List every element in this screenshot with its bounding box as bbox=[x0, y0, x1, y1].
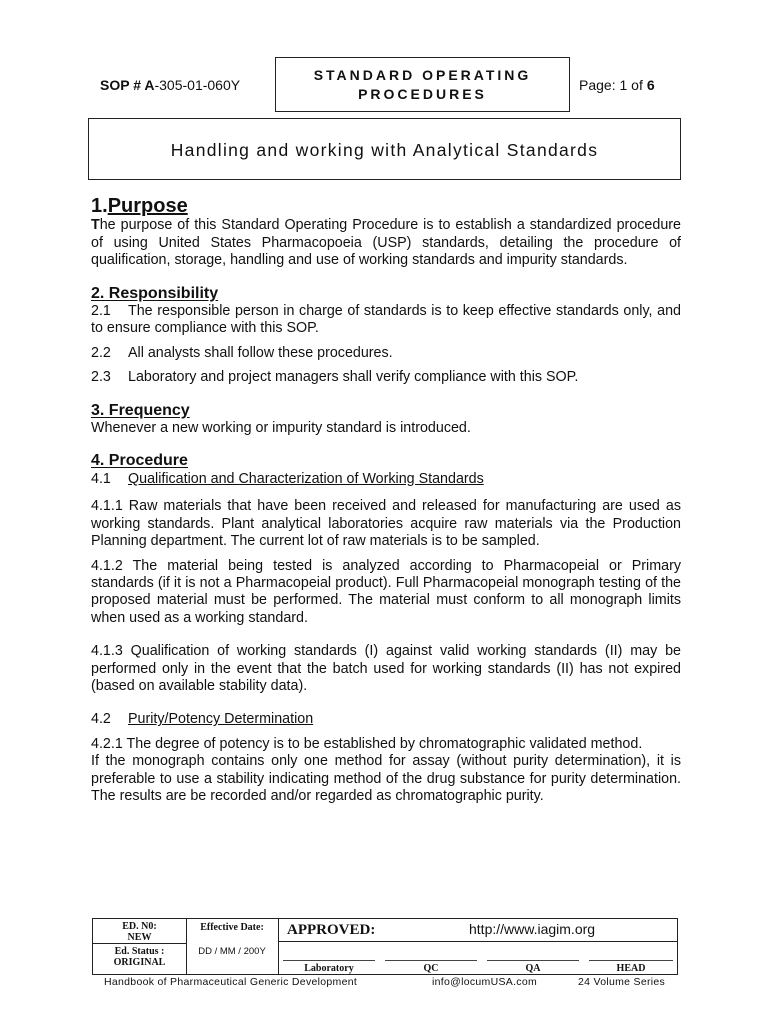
website-link[interactable]: http://www.iagim.org bbox=[469, 921, 596, 937]
paragraph-4-1-3: 4.1.3 Qualification of working standards (I) against valid working standards (II) may be performed only in the event that the batch used for working standards (II) has not expired (based on available stability data). bbox=[91, 643, 681, 694]
handbook-title: Handbook of Pharmaceutical Generic Development bbox=[104, 976, 358, 988]
effective-date-label: Effective Date: bbox=[200, 922, 264, 933]
subsection-4-1: 4.1 Qualification and Characterization of Working Standards bbox=[91, 470, 484, 487]
paragraph-4-1-2: 4.1.2 The material being tested is analyzed according to Pharmacopeial or Primary standards (if it is not a Pharmacopeial product). Full Pharmacopeial monograph testing of the proposed material must be performed. The material must conform to all monograph limits when used as a working standard. bbox=[91, 557, 681, 626]
purpose-heading: 1.Purpose bbox=[91, 195, 188, 217]
document-title: Handling and working with Analytical Standards bbox=[88, 118, 681, 180]
responsibility-item: 2.1 The responsible person in charge of standards is to keep effective standards only, and to ensure compliance with this SOP. bbox=[91, 303, 681, 337]
sop-number: SOP # A-305-01-060Y bbox=[100, 77, 241, 93]
subsection-4-2: 4.2 Purity/Potency Determination bbox=[91, 711, 314, 728]
approved-label: APPROVED: bbox=[287, 922, 376, 938]
signature-qc: QC bbox=[423, 963, 439, 974]
purpose-text: The purpose of this Standard Operating Procedure is to establish a standardized procedure of using United States Pharmacopoeia (USP) standards, detailing the procedure of qualification, storage, handling and use of working standards and impurity standards. bbox=[91, 217, 681, 269]
signature-laboratory: Laboratory bbox=[304, 963, 354, 974]
document-type-line1: STANDARD OPERATING bbox=[313, 67, 532, 83]
document-body bbox=[91, 195, 681, 805]
page-indicator: Page: 1 of 6 bbox=[579, 77, 655, 93]
signature-head: HEAD bbox=[616, 963, 646, 974]
edition-status: Ed. Status : ORIGINAL bbox=[113, 946, 166, 968]
responsibility-item: 2.2 All analysts shall follow these procedures. bbox=[91, 344, 393, 361]
paragraph-4-2-1-continued: If the monograph contains only one method for assay (without purity determination), it is preferable to use a stability indicating method of the drug substance for purity determination. The results are be recorded and/or regarded as chromatographic purity. bbox=[91, 753, 681, 804]
signature-qa: QA bbox=[525, 963, 541, 974]
paragraph-4-2-1: 4.2.1 The degree of potency is to be established by chromatographic validated method. bbox=[91, 735, 643, 752]
paragraph-4-1-1: 4.1.1 Raw materials that have been received and released for manufacturing are used as working standards. Plant analytical laboratories acquire raw materials via the Production Planning department. The current lot of raw materials is to be sampled. bbox=[91, 498, 681, 550]
edition-number: ED. N0: NEW bbox=[122, 921, 157, 943]
document-type-box bbox=[275, 57, 570, 112]
contact-email[interactable]: info@locumUSA.com bbox=[432, 976, 538, 988]
approval-table bbox=[92, 918, 678, 975]
frequency-text: Whenever a new working or impurity standard is introduced. bbox=[91, 420, 471, 437]
responsibility-item: 2.3 Laboratory and project managers shall verify compliance with this SOP. bbox=[91, 369, 579, 386]
procedure-heading: 4. Procedure bbox=[91, 452, 188, 470]
document-type-line2: PROCEDURES bbox=[358, 86, 487, 102]
frequency-heading: 3. Frequency bbox=[91, 401, 190, 419]
series-label: 24 Volume Series bbox=[578, 976, 666, 988]
responsibility-heading: 2. Responsibility bbox=[91, 284, 219, 302]
effective-date-value: DD / MM / 200Y bbox=[198, 946, 266, 957]
